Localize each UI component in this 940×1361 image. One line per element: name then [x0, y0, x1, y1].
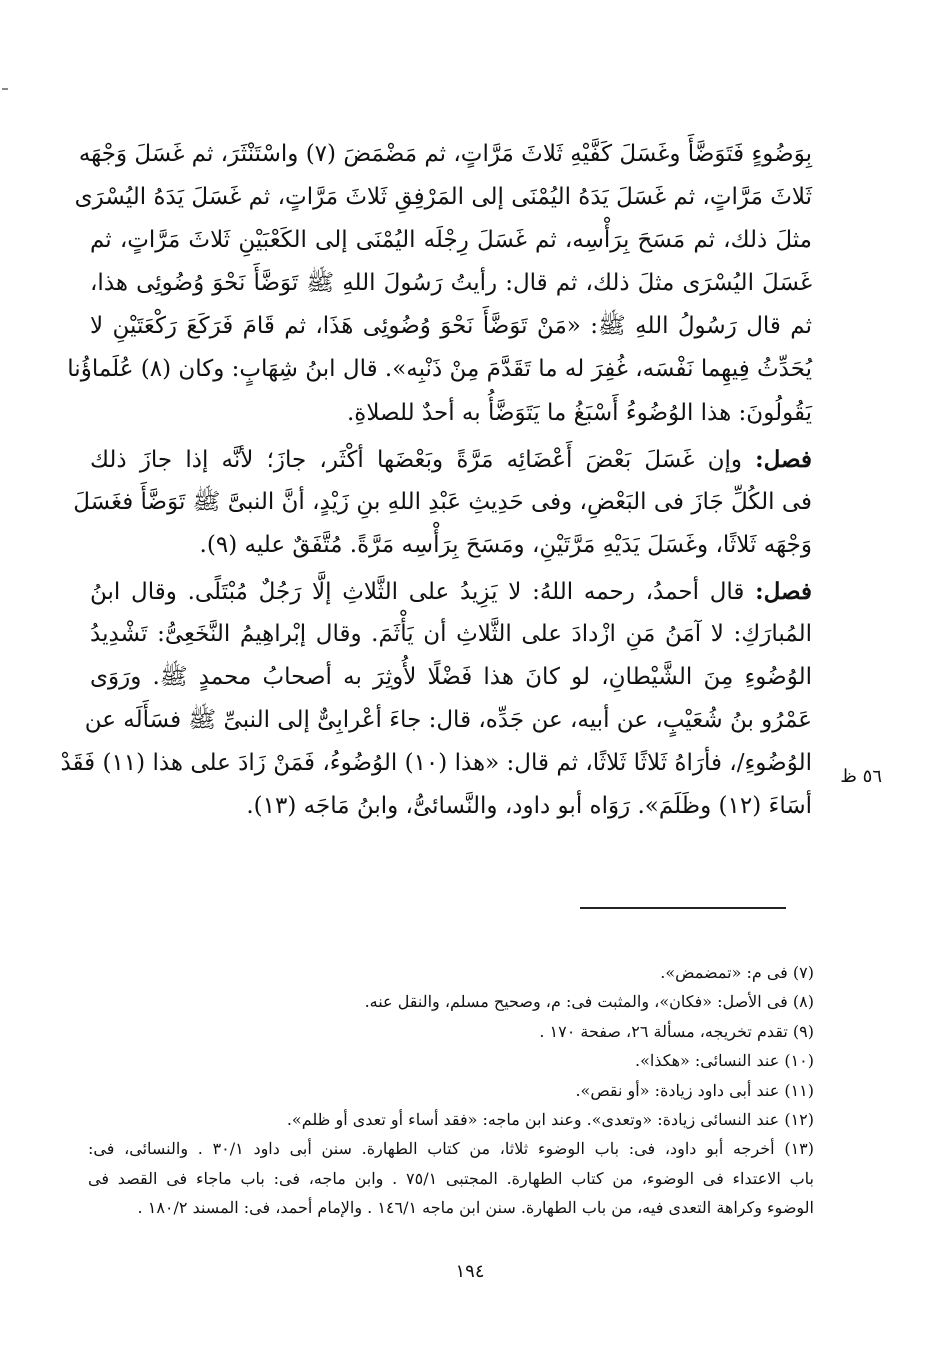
- footnote-continuation: باب الاعتداء فى الوضوء، من كتاب الطهارة. المجتبى ٧٥/١ . وابن ماجه، فى: باب ماجاء فى القصد فى: [88, 1168, 814, 1188]
- footnote: (١٢) عند النسائى زيادة: «وتعدى». وعند ابن ماجه: «فقد أساء أو تعدى أو ظلم».: [286, 1109, 814, 1129]
- text-line: بِوَضُوءٍ فَتَوَضَّأَ وغَسَلَ كَفَّيْهِ ثَلاثَ مَرَّاتٍ، ثم مَضْمَضَ (٧) واسْتَنْثَرَ، ثم غَسَلَ وَجْهَه: [78, 141, 812, 167]
- text-line: ثَلاثَ مَرَّاتٍ، ثم غَسَلَ يَدَهُ اليُمْنَى إلى المَرْفِقِ ثَلاثَ مَرَّاتٍ، ثم غَسَلَ يَدَهُ اليُسْرَى: [74, 184, 812, 211]
- text-line: المُبارَكِ: لا آمَنُ مَنِ ازْدادَ على الثَّلاثِ أن يَأْثَمَ. وقال إبْراهِيمُ النَّخَعِىُّ: تَشْدِيدُ: [90, 621, 812, 648]
- footnote: (١٣) أخرجه أبو داود، فى: باب الوضوء ثلاثا، من كتاب الطهارة. سنن أبى داود ٣٠/١ . والنسائى، فى:: [88, 1139, 814, 1159]
- text-line: عَمْرُو بنُ شُعَيْبٍ، عن أبيه، عن جَدِّه، قال: جاءَ أعْرابِىٌّ إلى النبىِّ ﷺ فسَأَلَه عن: [84, 707, 812, 734]
- footnote: (٨) فى الأصل: «فكان»، والمثبت فى: م، وصحيح مسلم، والنقل عنه.: [364, 992, 814, 1012]
- text-line: أسَاءَ (١٢) وظَلَمَ». رَوَاه أبو داود، والنَّسائىُّ، وابنُ مَاجَه (١٣).: [246, 793, 812, 820]
- page-number: ١٩٤: [455, 1261, 485, 1282]
- footnote-separator: [580, 907, 786, 909]
- fasl-heading: فصل:: [755, 445, 812, 473]
- text-line: ثم قال رَسُولُ اللهِ ﷺ: «مَنْ تَوَضَّأَ نَحْوَ وُضُوئِى هَذَا، ثم قَامَ فَرَكَعَ رَكْعَتَيْنِ لا: [90, 313, 812, 340]
- footnote: (٧) فى م: «تمضمض».: [660, 963, 814, 982]
- footnote: (١٠) عند النسائى: «هكذا».: [635, 1051, 814, 1071]
- footnote-continuation: الوضوء وكراهة التعدى فيه، من باب الطهارة. سنن ابن ماجه ١٤٦/١ . والإمام أحمد، فى: المسند ١٨٠/٢ .: [137, 1198, 814, 1218]
- manuscript-folio-marker: ٥٦ ظ: [840, 766, 882, 787]
- footnote: (١١) عند أبى داود زيادة: «أو نقص».: [575, 1080, 814, 1100]
- footnote: (٩) تقدم تخريجه، مسألة ٢٦، صفحة ١٧٠ .: [539, 1021, 814, 1041]
- fasl-paragraph-2-line: [90, 570, 812, 613]
- text-line: الوُضُوءِ/، فأرَاهُ ثَلاثًا ثَلاثًا، ثم قال: «هذا (١٠) الوُضُوءُ، فَمَنْ زَادَ على هذا (١١) فَقَدْ: [60, 750, 812, 777]
- text-line: غَسَلَ اليُسْرَى مثلَ ذلك، ثم قال: رأيتُ رَسُولَ اللهِ ﷺ تَوَضَّأَ نَحْوَ وُضُوئِى هذا،: [90, 270, 812, 297]
- text-line: الوُضُوءِ مِنَ الشَّيْطانِ، لو كانَ هذا فَضْلًا لأُوثِرَ به أصحابُ محمدٍ ﷺ. ورَوَى: [90, 664, 812, 691]
- text-line: يَقُولُونَ: هذا الوُضُوءُ أَسْبَغُ ما يَتَوَضَّأُ به أحدٌ للصلاةِ.: [346, 399, 812, 426]
- main-text: [60, 133, 812, 829]
- text-line: وَجْهَه ثَلاثًا، وغَسَلَ يَدَيْهِ مَرَّتَيْنِ، ومَسَحَ بِرَأْسِه مَرَّةً. مُتَّفَقٌ عليه (٩).: [199, 531, 812, 558]
- footnotes: [88, 958, 814, 1223]
- scan-edge-mark: [2, 88, 8, 90]
- text-segment: وإن غَسَلَ بَعْضَ أَعْضَائِه مَرَّةً وبَعْضَها أكْثَر، جازَ؛ لأنَّه إذا جازَ ذلك: [90, 446, 756, 473]
- text-line: يُحَدِّثُ فِيهِما نَفْسَه، غُفِرَ له ما تَقَدَّمَ مِنْ ذَنْبِه». قال ابنُ شِهَابٍ: وكان (٨) عُلَماؤُنا: [67, 356, 812, 383]
- text-line: مثلَ ذلك، ثم مَسَحَ بِرَأْسِه، ثم غَسَلَ رِجْلَه اليُمْنَى إلى الكَعْبَيْنِ ثَلاثَ مَرَّاتٍ، ثم: [90, 227, 812, 254]
- text-line: فى الكُلِّ جَازَ فى البَعْضِ، وفى حَدِيثِ عَبْدِ اللهِ بنِ زَيْدٍ، أنَّ النبىَّ ﷺ تَوَضَّأَ فغَسَلَ: [73, 488, 812, 515]
- text-segment: قال أحمدُ، رحمه اللهُ: لا يَزِيدُ على الثَّلاثِ إلَّا رَجُلٌ مُبْتَلًى. وقال ابنُ: [90, 578, 756, 605]
- fasl-paragraph-1-line: [90, 438, 812, 481]
- fasl-heading: فصل:: [755, 577, 812, 605]
